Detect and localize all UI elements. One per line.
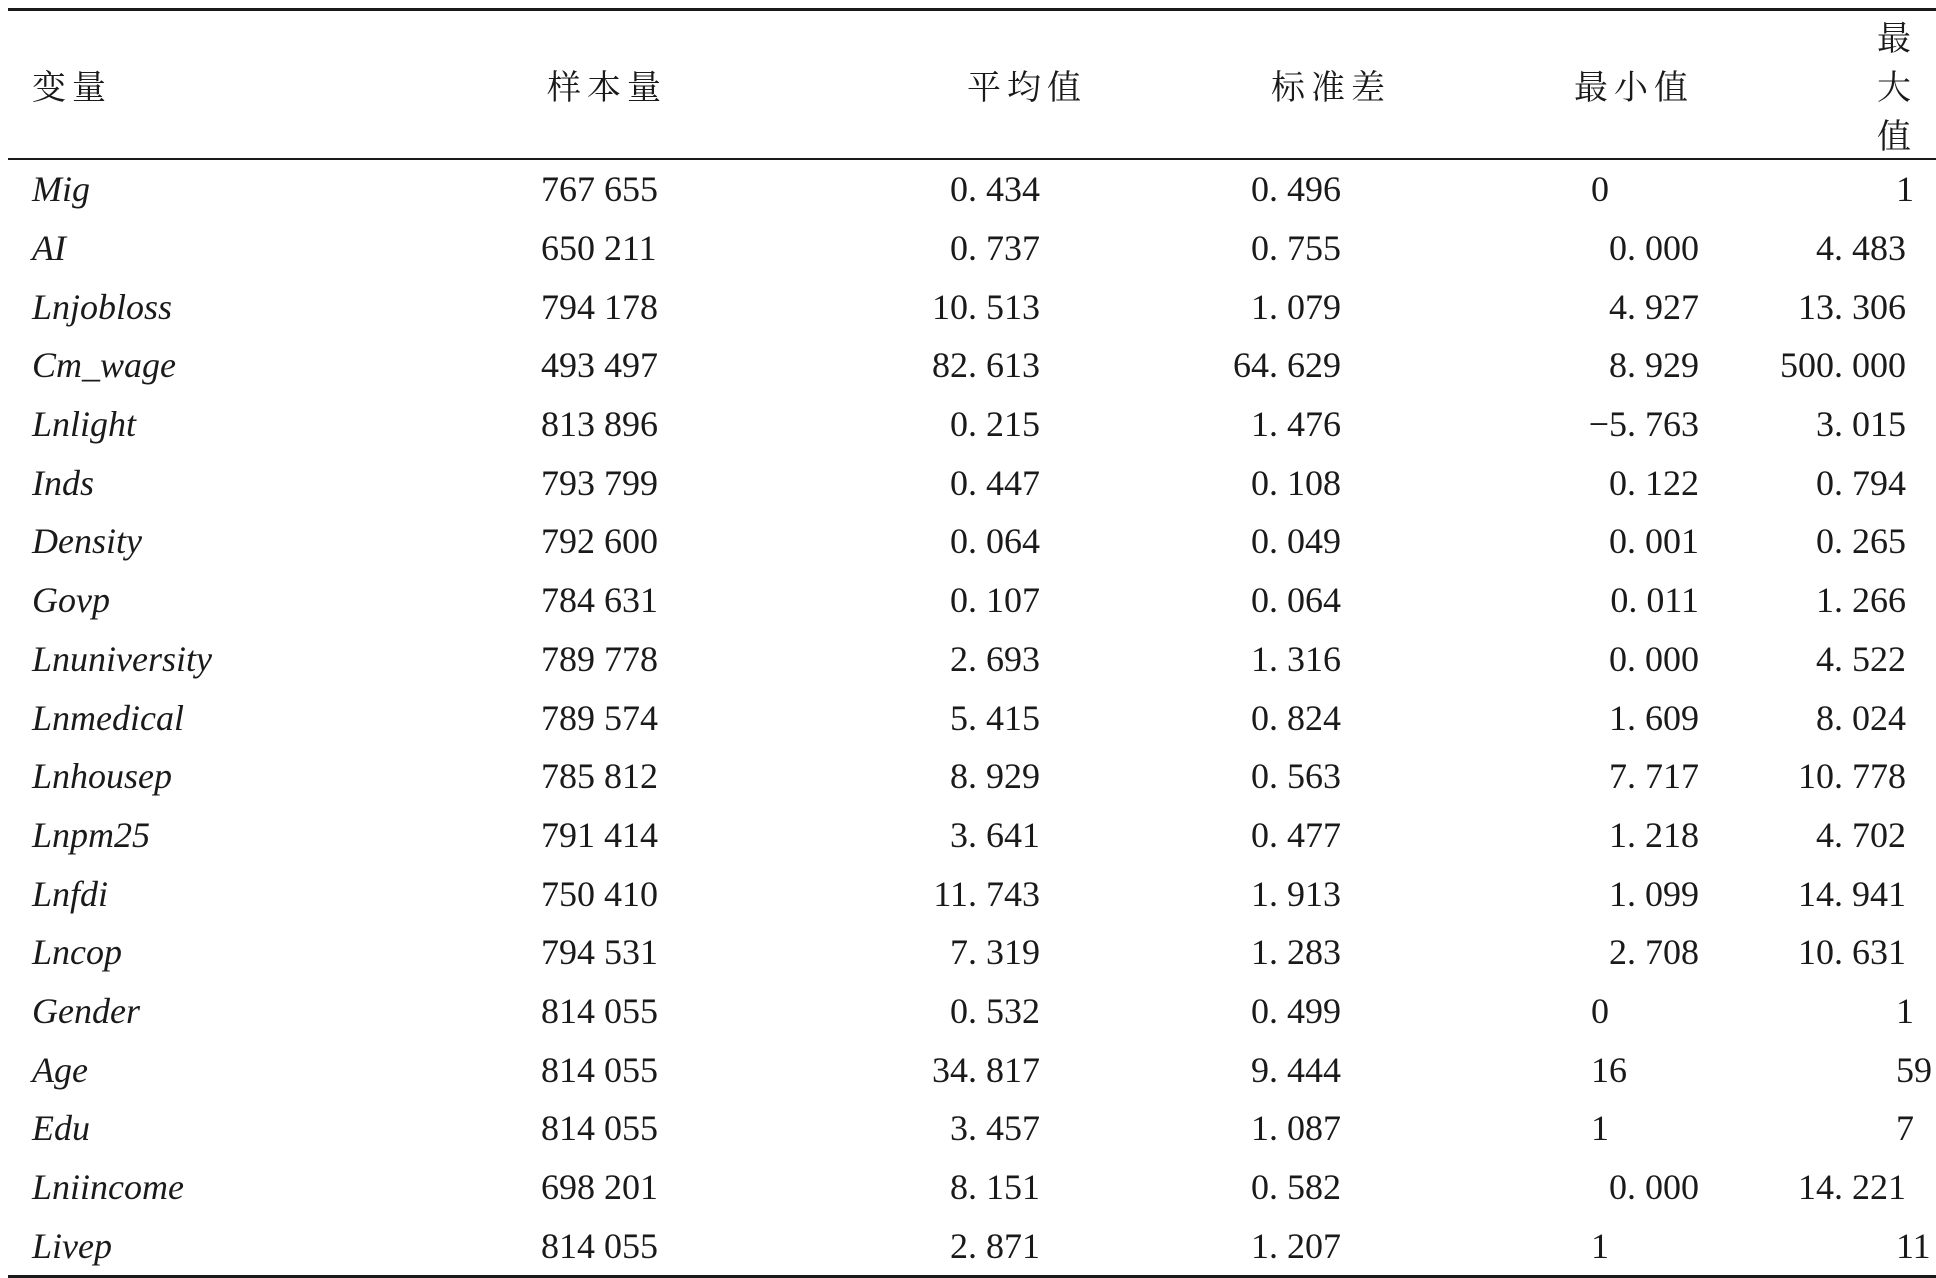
cell-max — [1745, 512, 1936, 571]
table-row — [8, 1158, 1936, 1217]
cell-max — [1745, 982, 1936, 1041]
cell-min — [1444, 159, 1745, 219]
cell-std-dev — [1143, 336, 1444, 395]
cell-sample-size — [541, 571, 842, 630]
cell-std-dev — [1143, 571, 1444, 630]
cell-mean-value: 3. 457 — [950, 1108, 1040, 1149]
cell-max — [1745, 688, 1936, 747]
table-row — [8, 864, 1936, 923]
cell-mean-value: 0. 532 — [950, 990, 1040, 1031]
cell-sample-size-value: 794 531 — [541, 932, 658, 973]
cell-min-value: 16 — [1591, 1049, 1627, 1090]
cell-variable — [8, 571, 541, 630]
cell-variable-value: Age — [32, 1049, 88, 1090]
cell-min-value: 1. 218 — [1609, 814, 1699, 855]
cell-std-dev-value: 0. 755 — [1251, 228, 1341, 269]
table-row — [8, 512, 1936, 571]
cell-mean — [842, 277, 1143, 336]
cell-variable — [8, 453, 541, 512]
table-row — [8, 923, 1936, 982]
cell-min-value: 8. 929 — [1609, 345, 1699, 386]
cell-std-dev-value: 0. 049 — [1251, 521, 1341, 562]
cell-max — [1745, 1216, 1936, 1276]
cell-sample-size — [541, 688, 842, 747]
cell-variable-value: Govp — [32, 580, 110, 621]
cell-std-dev-value: 1. 316 — [1251, 638, 1341, 679]
cell-min — [1444, 336, 1745, 395]
table-row — [8, 1099, 1936, 1158]
cell-min — [1444, 219, 1745, 278]
cell-mean — [842, 630, 1143, 689]
cell-std-dev — [1143, 395, 1444, 454]
cell-std-dev-value: 0. 563 — [1251, 756, 1341, 797]
table-row — [8, 982, 1936, 1041]
cell-min-value: 0. 122 — [1609, 462, 1699, 503]
cell-variable — [8, 806, 541, 865]
cell-min — [1444, 1040, 1745, 1099]
cell-min — [1444, 277, 1745, 336]
cell-max-value: 10. 778 — [1798, 756, 1906, 797]
cell-mean — [842, 747, 1143, 806]
cell-max — [1745, 923, 1936, 982]
table-row — [8, 747, 1936, 806]
cell-mean-value: 8. 151 — [950, 1167, 1040, 1208]
cell-std-dev-value: 1. 079 — [1251, 286, 1341, 327]
cell-variable-value: Lnpm25 — [32, 814, 151, 855]
cell-min — [1444, 923, 1745, 982]
cell-sample-size — [541, 336, 842, 395]
cell-sample-size — [541, 1216, 842, 1276]
cell-max — [1745, 277, 1936, 336]
cell-max-value: 8. 024 — [1816, 697, 1906, 738]
header-min: 最小值 — [1574, 68, 1694, 108]
cell-max-value: 0. 265 — [1816, 521, 1906, 562]
cell-sample-size — [541, 630, 842, 689]
cell-mean — [842, 571, 1143, 630]
cell-max — [1745, 571, 1936, 630]
cell-min-value: 1 — [1591, 1225, 1609, 1266]
header-std-dev: 标准差 — [1271, 68, 1391, 108]
cell-max-value: 59 — [1896, 1049, 1932, 1090]
cell-sample-size — [541, 923, 842, 982]
table-row — [8, 159, 1936, 219]
cell-variable — [8, 395, 541, 454]
cell-max-value: 4. 702 — [1816, 814, 1906, 855]
cell-sample-size-value: 814 055 — [541, 1225, 658, 1266]
table-row — [8, 688, 1936, 747]
cell-max — [1745, 806, 1936, 865]
cell-min — [1444, 630, 1745, 689]
cell-sample-size-value: 785 812 — [541, 756, 658, 797]
cell-sample-size-value: 791 414 — [541, 814, 658, 855]
summary-statistics-table — [8, 8, 1936, 1278]
cell-variable — [8, 630, 541, 689]
cell-mean-value: 34. 817 — [932, 1049, 1040, 1090]
cell-variable-value: Lncop — [32, 932, 122, 973]
cell-mean-value: 0. 064 — [950, 521, 1040, 562]
cell-mean — [842, 1216, 1143, 1276]
header-variable: 变量 — [32, 68, 112, 108]
cell-max-value: 0. 794 — [1816, 462, 1906, 503]
cell-variable-value: Lnlight — [32, 404, 137, 445]
table-row — [8, 806, 1936, 865]
table-row — [8, 1216, 1936, 1276]
cell-sample-size — [541, 159, 842, 219]
cell-variable — [8, 982, 541, 1041]
cell-sample-size-value: 698 201 — [541, 1167, 658, 1208]
cell-mean-value: 5. 415 — [950, 697, 1040, 738]
cell-mean-value: 0. 447 — [950, 462, 1040, 503]
cell-std-dev — [1143, 630, 1444, 689]
cell-std-dev — [1143, 512, 1444, 571]
cell-std-dev-value: 0. 499 — [1251, 990, 1341, 1031]
cell-sample-size — [541, 453, 842, 512]
cell-variable-value: Gender — [32, 990, 140, 1031]
cell-min-value: 0. 000 — [1609, 638, 1699, 679]
cell-std-dev — [1143, 806, 1444, 865]
cell-max — [1745, 395, 1936, 454]
table-row — [8, 630, 1936, 689]
cell-sample-size — [541, 512, 842, 571]
cell-max-value: 13. 306 — [1798, 286, 1906, 327]
cell-sample-size-value: 789 778 — [541, 638, 658, 679]
cell-variable — [8, 1099, 541, 1158]
cell-variable — [8, 512, 541, 571]
cell-max — [1745, 864, 1936, 923]
cell-variable-value: Edu — [32, 1108, 90, 1149]
cell-mean — [842, 923, 1143, 982]
table-row — [8, 277, 1936, 336]
cell-min — [1444, 747, 1745, 806]
cell-min-value: 0. 001 — [1609, 521, 1699, 562]
table-row — [8, 453, 1936, 512]
cell-std-dev — [1143, 747, 1444, 806]
cell-std-dev-value: 1. 913 — [1251, 873, 1341, 914]
cell-sample-size — [541, 806, 842, 865]
table-body — [8, 159, 1936, 1277]
cell-mean — [842, 864, 1143, 923]
cell-max-value: 1 — [1896, 169, 1914, 210]
cell-sample-size — [541, 395, 842, 454]
cell-max — [1745, 336, 1936, 395]
cell-std-dev — [1143, 688, 1444, 747]
header-row — [8, 10, 1936, 160]
table-row — [8, 219, 1936, 278]
table-header — [8, 10, 1936, 160]
cell-max-value: 4. 522 — [1816, 638, 1906, 679]
cell-max — [1745, 1158, 1936, 1217]
cell-std-dev — [1143, 159, 1444, 219]
cell-min — [1444, 864, 1745, 923]
cell-min-value: 0 — [1591, 169, 1609, 210]
cell-variable-value: Density — [32, 521, 142, 562]
summary-statistics-table-container — [8, 8, 1932, 1278]
cell-mean — [842, 336, 1143, 395]
cell-max — [1745, 1099, 1936, 1158]
header-sample-size: 样本量 — [547, 68, 667, 108]
cell-sample-size-value: 814 055 — [541, 1108, 658, 1149]
cell-min — [1444, 1216, 1745, 1276]
cell-std-dev-value: 1. 476 — [1251, 404, 1341, 445]
cell-min-value: 0. 000 — [1609, 228, 1699, 269]
cell-max-value: 14. 221 — [1798, 1167, 1906, 1208]
cell-variable-value: AI — [32, 228, 66, 269]
cell-mean — [842, 1040, 1143, 1099]
cell-sample-size-value: 814 055 — [541, 1049, 658, 1090]
cell-std-dev — [1143, 1216, 1444, 1276]
cell-std-dev-value: 64. 629 — [1233, 345, 1341, 386]
cell-sample-size — [541, 982, 842, 1041]
cell-min-value: −5. 763 — [1588, 404, 1699, 445]
cell-variable — [8, 747, 541, 806]
cell-sample-size-value: 767 655 — [541, 169, 658, 210]
cell-std-dev-value: 0. 064 — [1251, 580, 1341, 621]
cell-sample-size-value: 493 497 — [541, 345, 658, 386]
cell-variable — [8, 923, 541, 982]
cell-max — [1745, 219, 1936, 278]
cell-std-dev-value: 0. 496 — [1251, 169, 1341, 210]
cell-min — [1444, 571, 1745, 630]
cell-min — [1444, 806, 1745, 865]
table-row — [8, 571, 1936, 630]
cell-mean-value: 0. 215 — [950, 404, 1040, 445]
table-row — [8, 395, 1936, 454]
cell-variable-value: Inds — [32, 462, 94, 503]
cell-variable-value: Lnfdi — [32, 873, 109, 914]
cell-mean-value: 0. 107 — [950, 580, 1040, 621]
cell-mean — [842, 1099, 1143, 1158]
cell-sample-size-value: 789 574 — [541, 697, 658, 738]
cell-mean — [842, 219, 1143, 278]
cell-mean — [842, 395, 1143, 454]
cell-max-value: 500. 000 — [1780, 345, 1906, 386]
cell-std-dev-value: 0. 824 — [1251, 697, 1341, 738]
cell-min-value: 1 — [1591, 1108, 1609, 1149]
cell-mean-value: 2. 871 — [950, 1225, 1040, 1266]
cell-variable-value: Lniincome — [32, 1167, 184, 1208]
cell-max-value: 7 — [1896, 1108, 1914, 1149]
cell-mean-value: 10. 513 — [932, 286, 1040, 327]
cell-variable-value: Lnmedical — [32, 697, 184, 738]
cell-max-value: 4. 483 — [1816, 228, 1906, 269]
cell-sample-size-value: 650 211 — [541, 228, 657, 269]
cell-max-value: 3. 015 — [1816, 404, 1906, 445]
cell-mean — [842, 1158, 1143, 1217]
cell-std-dev — [1143, 1040, 1444, 1099]
cell-sample-size-value: 750 410 — [541, 873, 658, 914]
cell-variable — [8, 159, 541, 219]
cell-min-value: 2. 708 — [1609, 932, 1699, 973]
cell-mean — [842, 688, 1143, 747]
cell-min-value: 7. 717 — [1609, 756, 1699, 797]
cell-max — [1745, 747, 1936, 806]
cell-sample-size — [541, 219, 842, 278]
cell-std-dev-value: 9. 444 — [1251, 1049, 1341, 1090]
cell-min-value: 0. 011 — [1610, 580, 1699, 621]
cell-mean-value: 11. 743 — [933, 873, 1040, 914]
cell-min — [1444, 688, 1745, 747]
cell-sample-size — [541, 1099, 842, 1158]
header-max: 最大值 — [1877, 19, 1917, 157]
cell-sample-size — [541, 1158, 842, 1217]
cell-min-value: 4. 927 — [1609, 286, 1699, 327]
cell-max — [1745, 1040, 1936, 1099]
cell-max-value: 1 — [1896, 990, 1914, 1031]
cell-sample-size — [541, 864, 842, 923]
cell-variable-value: Cm_wage — [32, 345, 176, 386]
cell-sample-size — [541, 747, 842, 806]
cell-sample-size-value: 792 600 — [541, 521, 658, 562]
cell-max-value: 11 — [1896, 1225, 1931, 1266]
cell-std-dev-value: 1. 207 — [1251, 1225, 1341, 1266]
cell-std-dev — [1143, 453, 1444, 512]
cell-sample-size-value: 794 178 — [541, 286, 658, 327]
cell-variable — [8, 277, 541, 336]
cell-std-dev — [1143, 277, 1444, 336]
cell-variable-value: Lnuniversity — [32, 638, 212, 679]
table-row — [8, 1040, 1936, 1099]
cell-max — [1745, 630, 1936, 689]
cell-std-dev — [1143, 1099, 1444, 1158]
cell-mean — [842, 159, 1143, 219]
cell-mean-value: 0. 737 — [950, 228, 1040, 269]
cell-mean — [842, 806, 1143, 865]
cell-sample-size-value: 814 055 — [541, 990, 658, 1031]
cell-variable — [8, 864, 541, 923]
cell-mean — [842, 453, 1143, 512]
cell-std-dev-value: 0. 477 — [1251, 814, 1341, 855]
cell-sample-size-value: 793 799 — [541, 462, 658, 503]
cell-mean-value: 8. 929 — [950, 756, 1040, 797]
cell-std-dev-value: 0. 108 — [1251, 462, 1341, 503]
cell-mean — [842, 982, 1143, 1041]
cell-min-value: 0 — [1591, 990, 1609, 1031]
cell-std-dev — [1143, 1158, 1444, 1217]
cell-max-value: 14. 941 — [1798, 873, 1906, 914]
cell-max-value: 1. 266 — [1816, 580, 1906, 621]
cell-std-dev-value: 1. 087 — [1251, 1108, 1341, 1149]
cell-max — [1745, 159, 1936, 219]
cell-variable — [8, 1216, 541, 1276]
table-row — [8, 336, 1936, 395]
cell-min — [1444, 1099, 1745, 1158]
cell-min-value: 1. 609 — [1609, 697, 1699, 738]
cell-mean-value: 0. 434 — [950, 169, 1040, 210]
cell-variable-value: Livep — [32, 1225, 112, 1266]
cell-sample-size-value: 813 896 — [541, 404, 658, 445]
cell-min-value: 1. 099 — [1609, 873, 1699, 914]
cell-variable — [8, 688, 541, 747]
cell-sample-size — [541, 1040, 842, 1099]
cell-min — [1444, 453, 1745, 512]
cell-max-value: 10. 631 — [1798, 932, 1906, 973]
cell-min — [1444, 1158, 1745, 1217]
cell-min-value: 0. 000 — [1609, 1167, 1699, 1208]
cell-mean — [842, 512, 1143, 571]
cell-max — [1745, 453, 1936, 512]
cell-std-dev-value: 0. 582 — [1251, 1167, 1341, 1208]
cell-min — [1444, 395, 1745, 454]
cell-variable-value: Lnjobloss — [32, 286, 173, 327]
cell-mean-value: 7. 319 — [950, 932, 1040, 973]
cell-std-dev — [1143, 219, 1444, 278]
cell-sample-size — [541, 277, 842, 336]
cell-variable — [8, 1040, 541, 1099]
cell-variable-value: Mig — [32, 169, 90, 210]
cell-variable — [8, 1158, 541, 1217]
cell-min — [1444, 512, 1745, 571]
cell-variable — [8, 336, 541, 395]
cell-mean-value: 2. 693 — [950, 638, 1040, 679]
cell-std-dev — [1143, 923, 1444, 982]
cell-std-dev — [1143, 982, 1444, 1041]
cell-mean-value: 3. 641 — [950, 814, 1040, 855]
cell-sample-size-value: 784 631 — [541, 580, 658, 621]
cell-mean-value: 82. 613 — [932, 345, 1040, 386]
cell-variable-value: Lnhousep — [32, 756, 173, 797]
cell-variable — [8, 219, 541, 278]
header-mean: 平均值 — [967, 68, 1087, 108]
cell-std-dev — [1143, 864, 1444, 923]
cell-std-dev-value: 1. 283 — [1251, 932, 1341, 973]
cell-min — [1444, 982, 1745, 1041]
